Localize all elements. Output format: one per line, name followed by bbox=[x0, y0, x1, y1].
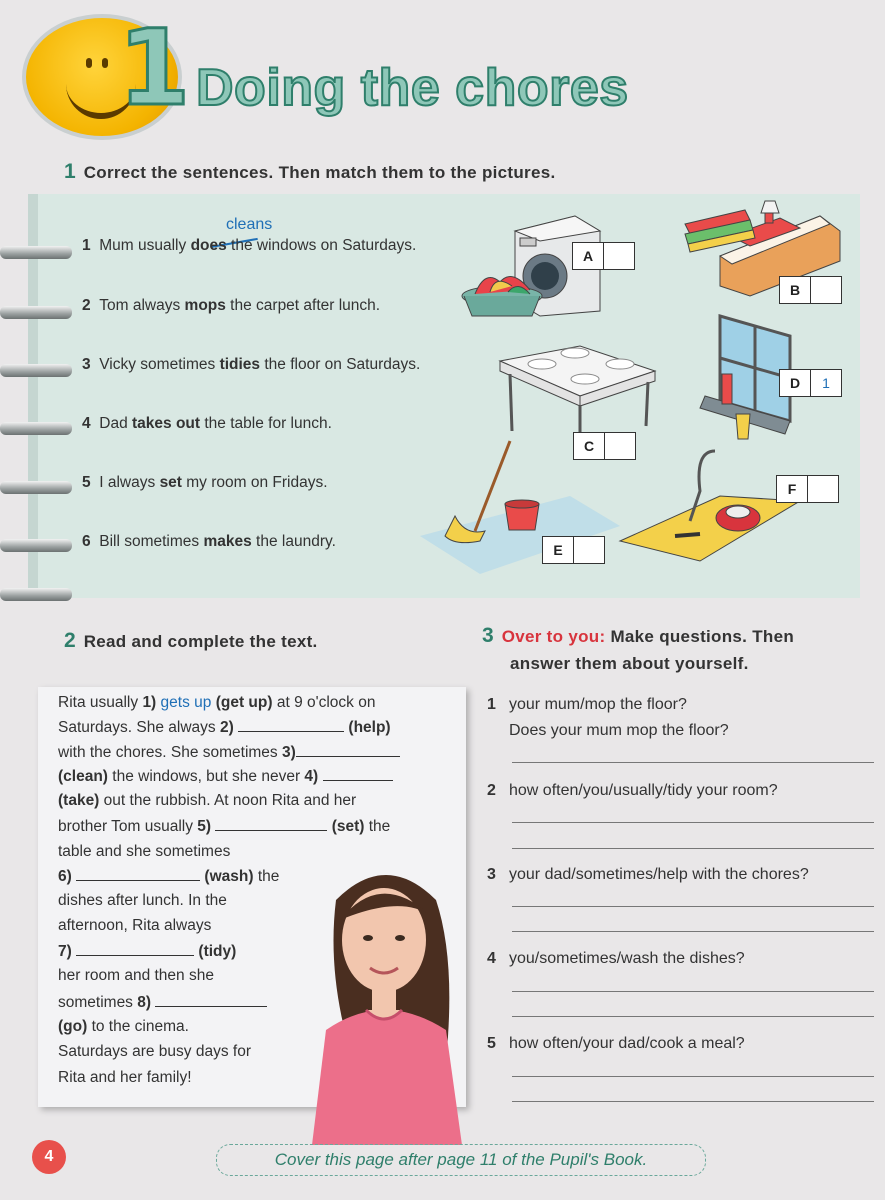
text-line: brother Tom usually 5) (set) the bbox=[58, 818, 391, 835]
sentence-verb: makes bbox=[203, 533, 252, 550]
answer-line[interactable] bbox=[512, 1016, 874, 1017]
sentence-4 bbox=[82, 415, 332, 433]
answer-line[interactable] bbox=[512, 848, 874, 849]
exercise-2-heading bbox=[64, 629, 318, 653]
sentence-1 bbox=[82, 237, 416, 255]
sentence-number: 1 bbox=[82, 237, 91, 254]
answer-line[interactable] bbox=[512, 762, 874, 763]
exercise-instruction-line2: answer them about yourself. bbox=[510, 654, 749, 673]
sentence-verb: does bbox=[190, 237, 227, 254]
sentence-number: 3 bbox=[82, 356, 91, 373]
box-answer bbox=[573, 537, 604, 563]
sentence-text: I always bbox=[99, 474, 160, 491]
window-illustration bbox=[700, 316, 790, 439]
sentence-6 bbox=[82, 533, 336, 551]
text-line: 7) (tidy) bbox=[58, 943, 237, 960]
sentence-2 bbox=[82, 297, 380, 315]
binder-ring bbox=[0, 364, 72, 377]
sentence-verb: set bbox=[159, 474, 182, 491]
vacuum-and-rug-illustration bbox=[620, 451, 800, 561]
sentence-text: the floor on Saturdays. bbox=[260, 356, 421, 373]
text-line: sometimes 8) bbox=[58, 993, 267, 1012]
sentence-verb: mops bbox=[184, 297, 226, 314]
exercise-instruction: Make questions. Then bbox=[605, 627, 795, 646]
answer-line[interactable] bbox=[512, 822, 874, 823]
answer-box-F[interactable] bbox=[776, 475, 839, 503]
text-line: Rita usually 1) gets up (get up) at 9 o'clock on bbox=[58, 694, 376, 711]
answer-line[interactable] bbox=[512, 991, 874, 992]
answer-line[interactable] bbox=[512, 1101, 874, 1102]
sentence-3 bbox=[82, 356, 420, 374]
answer-box-B[interactable] bbox=[779, 276, 842, 304]
question-2: 2 how often/you/usually/tidy your room? bbox=[487, 782, 778, 799]
gap-blank[interactable] bbox=[76, 942, 194, 956]
box-answer bbox=[807, 476, 838, 502]
text-line: (take) out the rubbish. At noon Rita and her bbox=[58, 792, 357, 809]
example-answer: gets up bbox=[160, 694, 212, 711]
gap-blank[interactable] bbox=[76, 867, 200, 881]
gap-blank[interactable] bbox=[296, 743, 400, 757]
box-letter: B bbox=[789, 282, 801, 298]
binder-ring bbox=[0, 539, 72, 552]
box-letter: F bbox=[787, 481, 797, 497]
answer-line[interactable] bbox=[512, 906, 874, 907]
text-line: Saturdays are busy days for bbox=[58, 1043, 251, 1060]
exercise-instruction: Read and complete the text. bbox=[83, 632, 318, 651]
unit-title: Doing the chores bbox=[196, 59, 629, 117]
sentence-number: 5 bbox=[82, 474, 91, 491]
sentence-text: the laundry. bbox=[251, 533, 336, 550]
exercise-number: 1 bbox=[64, 160, 76, 183]
sentence-text: my room on Fridays. bbox=[181, 474, 328, 491]
sentence-5 bbox=[82, 474, 328, 492]
question-3: 3 your dad/sometimes/help with the chores? bbox=[487, 866, 809, 883]
exercise-instruction: Correct the sentences. Then match them to the pictures. bbox=[83, 163, 556, 182]
text-line: afternoon, Rita always bbox=[58, 917, 212, 934]
question-5: 5 how often/your dad/cook a meal? bbox=[487, 1035, 745, 1052]
box-letter: D bbox=[789, 375, 801, 391]
binder-ring bbox=[0, 481, 72, 494]
answer-box-D[interactable] bbox=[779, 369, 842, 397]
box-answer bbox=[810, 277, 841, 303]
gap-blank[interactable] bbox=[215, 817, 327, 831]
smiley-eye bbox=[86, 58, 92, 68]
question-4: 4 you/sometimes/wash the dishes? bbox=[487, 950, 745, 967]
exercise-3-heading bbox=[482, 624, 794, 648]
gap-blank[interactable] bbox=[323, 767, 393, 781]
answer-box-A[interactable] bbox=[572, 242, 635, 270]
box-answer: 1 bbox=[810, 370, 841, 396]
handwritten-correction: cleans bbox=[226, 216, 273, 233]
exercise-number: 2 bbox=[64, 629, 76, 652]
text-line: (clean) the windows, but she never 4) bbox=[58, 767, 393, 786]
text-line: Rita and her family! bbox=[58, 1069, 192, 1086]
exercise-1-heading bbox=[64, 160, 556, 184]
answer-box-C[interactable] bbox=[573, 432, 636, 460]
sentence-text: the windows on Saturdays. bbox=[226, 237, 417, 254]
box-letter: C bbox=[583, 438, 595, 454]
question-1: 1 your mum/mop the floor? bbox=[487, 696, 687, 713]
answer-box-E[interactable] bbox=[542, 536, 605, 564]
exercise-lead: Over to you: bbox=[501, 627, 606, 646]
sentence-number: 2 bbox=[82, 297, 91, 314]
binder-ring bbox=[0, 246, 72, 259]
text-line: her room and then she bbox=[58, 967, 214, 984]
gap-blank[interactable] bbox=[238, 718, 344, 732]
sentence-text: Tom always bbox=[99, 297, 185, 314]
smiley-eye bbox=[102, 58, 108, 68]
sentence-text: the carpet after lunch. bbox=[225, 297, 381, 314]
box-answer bbox=[603, 243, 634, 269]
unit-number: 1 bbox=[118, 7, 191, 129]
sentence-verb: tidies bbox=[219, 356, 261, 373]
text-line: (go) to the cinema. bbox=[58, 1018, 189, 1035]
sentence-number: 6 bbox=[82, 533, 91, 550]
text-line: with the chores. She sometimes 3) bbox=[58, 743, 400, 762]
page-number: 4 bbox=[32, 1140, 66, 1174]
box-answer bbox=[604, 433, 635, 459]
answer-line[interactable] bbox=[512, 931, 874, 932]
sentence-text: the table for lunch. bbox=[200, 415, 332, 432]
text-line: table and she sometimes bbox=[58, 843, 231, 860]
text-line: Saturdays. She always 2) (help) bbox=[58, 719, 391, 736]
answer-line[interactable] bbox=[512, 1076, 874, 1077]
text-line: dishes after lunch. In the bbox=[58, 892, 227, 909]
text-line: 6) (wash) the bbox=[58, 868, 280, 885]
binder-ring bbox=[0, 422, 72, 435]
sentence-verb: takes out bbox=[132, 415, 201, 432]
gap-blank[interactable] bbox=[155, 993, 267, 1007]
sentence-number: 4 bbox=[82, 415, 91, 432]
sentence-text: Dad bbox=[99, 415, 132, 432]
girl-photo bbox=[296, 860, 492, 1145]
cover-note: Cover this page after page 11 of the Pupil's Book. bbox=[216, 1144, 706, 1176]
exercise-number: 3 bbox=[482, 624, 494, 647]
binder-ring bbox=[0, 588, 72, 601]
binder-ring bbox=[0, 306, 72, 319]
sentence-text: Mum usually bbox=[99, 237, 191, 254]
example-question-answer: Does your mum mop the floor? bbox=[509, 722, 729, 739]
box-letter: A bbox=[582, 248, 594, 264]
sentence-text: Bill sometimes bbox=[99, 533, 204, 550]
sentence-text: Vicky sometimes bbox=[99, 356, 220, 373]
box-letter: E bbox=[553, 542, 563, 558]
